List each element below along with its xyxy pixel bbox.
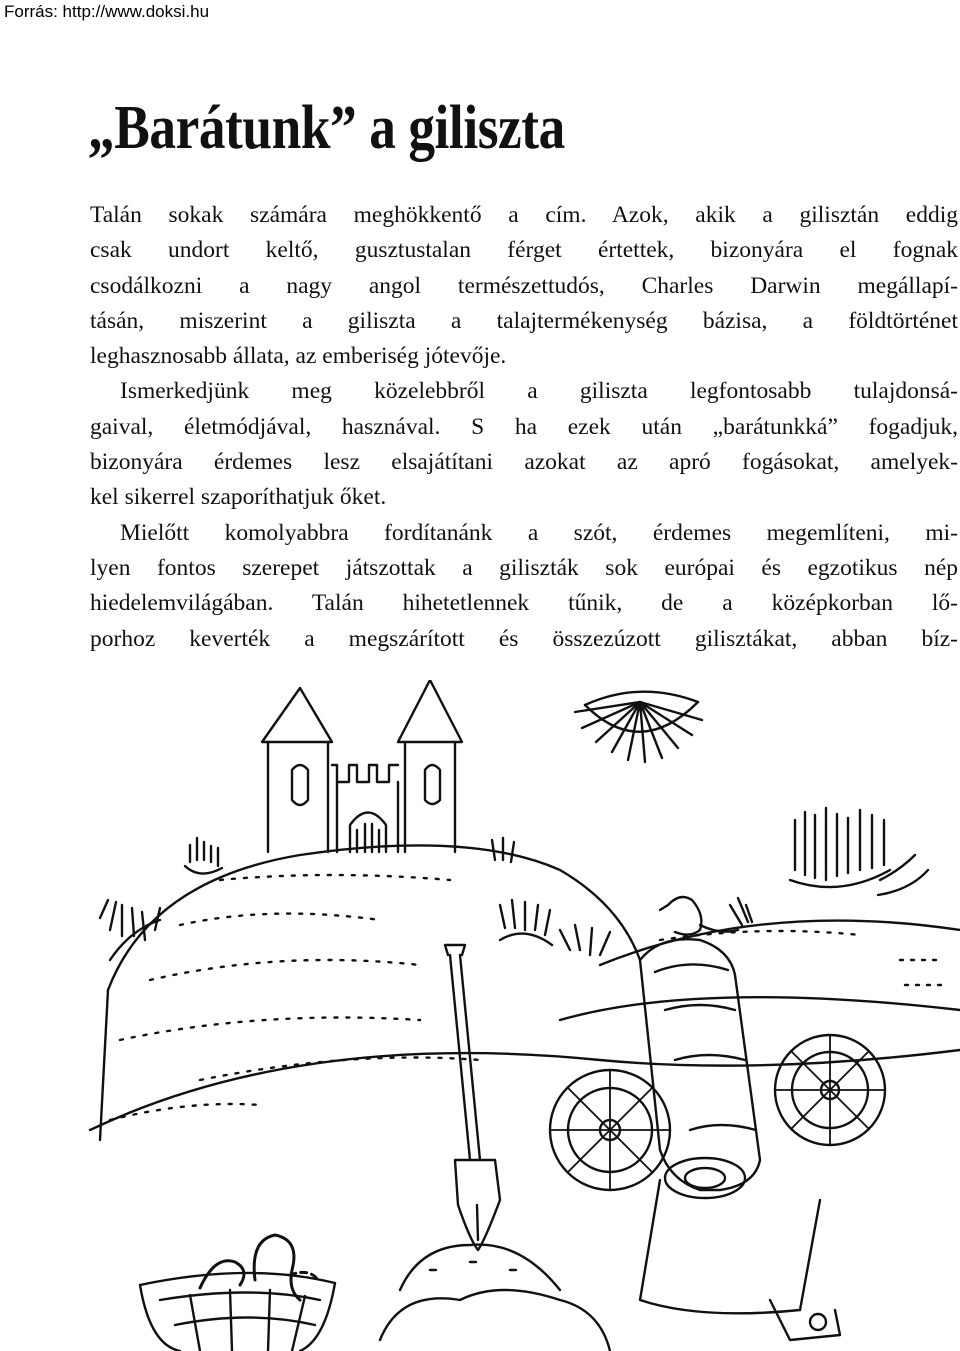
text-line: gaival, életmódjával, hasznával. S ha ezek után „barátunkká” fogadjuk, bbox=[90, 413, 958, 440]
basket-drawing bbox=[140, 1273, 335, 1351]
source-url: Forrás: http://www.doksi.hu bbox=[4, 2, 210, 21]
text-line: csak undort keltő, gusztustalan férget értettek, bizonyára el fognak bbox=[90, 237, 958, 264]
text-line: leghasznosabb állata, az emberiség jótevője. bbox=[90, 343, 507, 370]
text-line: porhoz keverték a megszárított és összezúzott gilisztákat, abban bíz- bbox=[90, 625, 958, 652]
bush-drawing bbox=[100, 838, 610, 960]
worm-icon bbox=[200, 1235, 318, 1300]
soil-mound-drawing bbox=[380, 1245, 610, 1351]
paragraph-1 bbox=[90, 198, 958, 374]
text-line: lyen fontos szerepet játszottak a giliszták sok európai és egzotikus nép bbox=[90, 554, 958, 581]
text-line: hiedelemvilágában. Talán hihetetlennek tűnik, de a középkorban lő- bbox=[90, 590, 958, 617]
article-body bbox=[90, 198, 958, 657]
illustration bbox=[88, 680, 960, 1351]
paragraph-3 bbox=[90, 516, 958, 657]
text-line: kel sikerrel szaporíthatjuk őket. bbox=[90, 484, 387, 511]
hill-drawing bbox=[100, 845, 640, 1140]
paragraph-2 bbox=[90, 374, 958, 515]
page-title: „Barátunk” a giliszta bbox=[88, 94, 565, 162]
shovel-drawing bbox=[445, 945, 500, 1250]
text-line: Ismerkedjünk meg közelebbről a giliszta legfontosabb tulajdonsá- bbox=[120, 378, 958, 405]
text-line: csodálkozni a nagy angol természettudós, Charles Darwin megállapí- bbox=[90, 272, 958, 299]
bird-drawing bbox=[660, 897, 752, 935]
text-line: Talán sokak számára meghökkentő a cím. Azok, akik a gilisztán eddig bbox=[90, 202, 958, 228]
text-line: bizonyára érdemes lesz elsajátítani azokat az apró fogásokat, amelyek- bbox=[90, 449, 958, 476]
castle-drawing bbox=[262, 680, 462, 852]
text-line: Mielőtt komolyabbra fordítanánk a szót, érdemes megemlíteni, mi- bbox=[120, 519, 958, 546]
reeds-drawing bbox=[790, 808, 928, 895]
text-line: tásán, miszerint a giliszta a talajtermékenység bázisa, a földtörténet bbox=[90, 307, 958, 334]
sun-icon bbox=[575, 692, 702, 762]
